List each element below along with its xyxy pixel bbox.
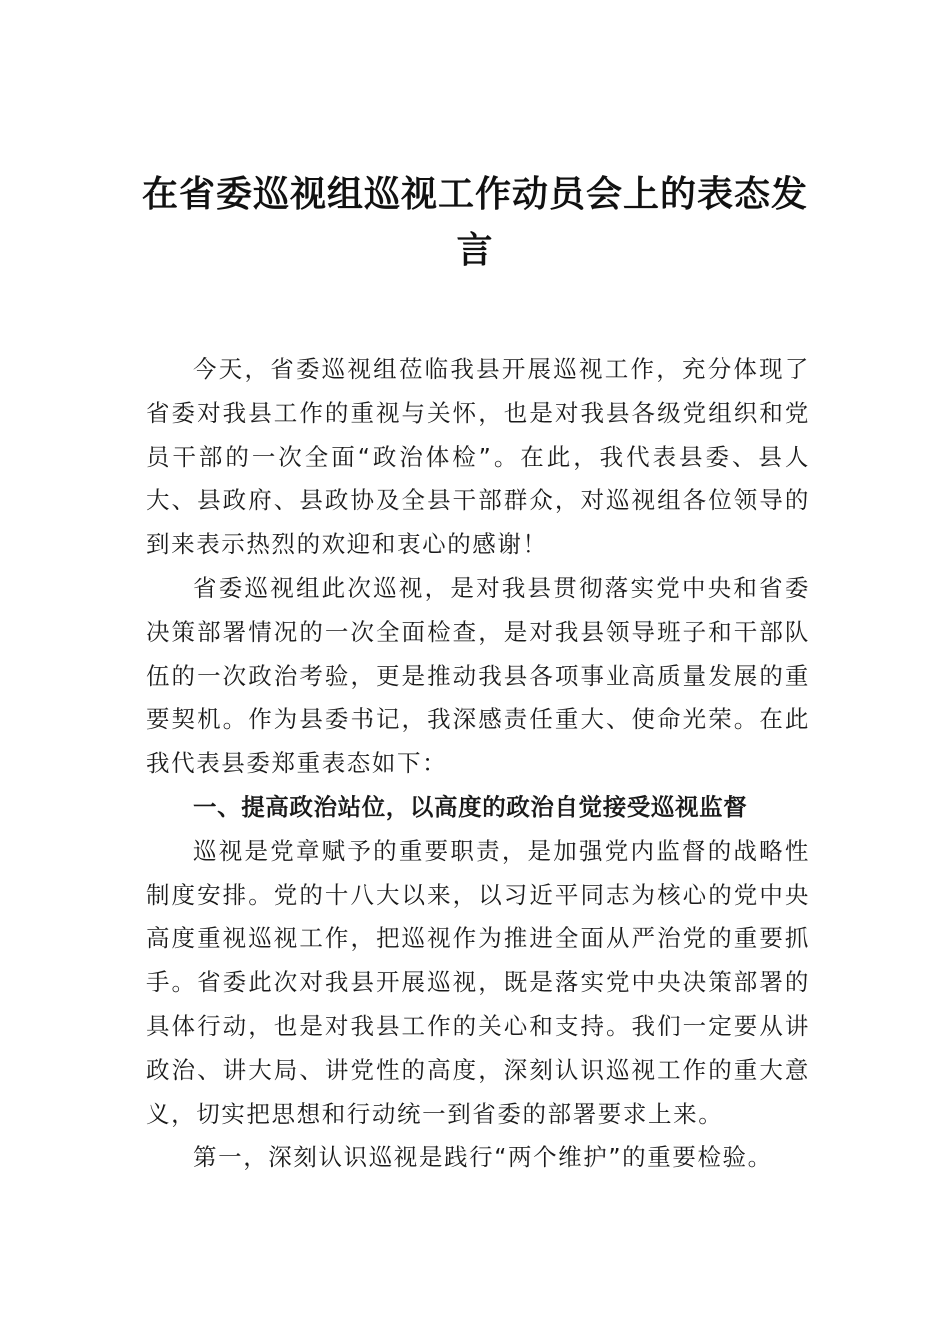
document-body — [146, 348, 810, 1180]
paragraph-inspection-duty: 巡视是党章赋予的重要职责，是加强党内监督的战略性制度安排。党的十八大以来，以习近平同志为核心的党中央高度重视巡视工作，把巡视作为推进全面从严治党的重要抓手。省委此次对我县开展巡视，既是落实党中央决策部署的具体行动，也是对我县工作的关心和支持。我们一定要从讲政治、讲大局、讲党性的高度，深刻认识巡视工作的重大意义，切实把思想和行动统一到省委的部署要求上来。 — [146, 836, 810, 1128]
section-heading-1: 一、提高政治站位，以高度的政治自觉接受巡视监督 — [193, 792, 748, 821]
document-title: 在省委巡视组巡视工作动员会上的表态发言 — [141, 173, 808, 271]
paragraph-opening: 今天，省委巡视组莅临我县开展巡视工作，充分体现了省委对我县工作的重视与关怀，也是对我县各级党组织和党员干部的一次全面“政治体检”。在此，我代表县委、县人大、县政府、县政协及全县干部群众，对巡视组各位领导的到来表示热烈的欢迎和衷心的感谢！ — [146, 355, 810, 559]
paragraph-first-point: 第一，深刻认识巡视是践行“两个维护”的重要检验。 — [193, 1143, 773, 1172]
paragraph-significance: 省委巡视组此次巡视，是对我县贯彻落实党中央和省委决策部署情况的一次全面检查，是对我县领导班子和干部队伍的一次政治考验，更是推动我县各项事业高质量发展的重要契机。作为县委书记，我深感责任重大、使命光荣。在此我代表县委郑重表态如下： — [146, 573, 810, 778]
